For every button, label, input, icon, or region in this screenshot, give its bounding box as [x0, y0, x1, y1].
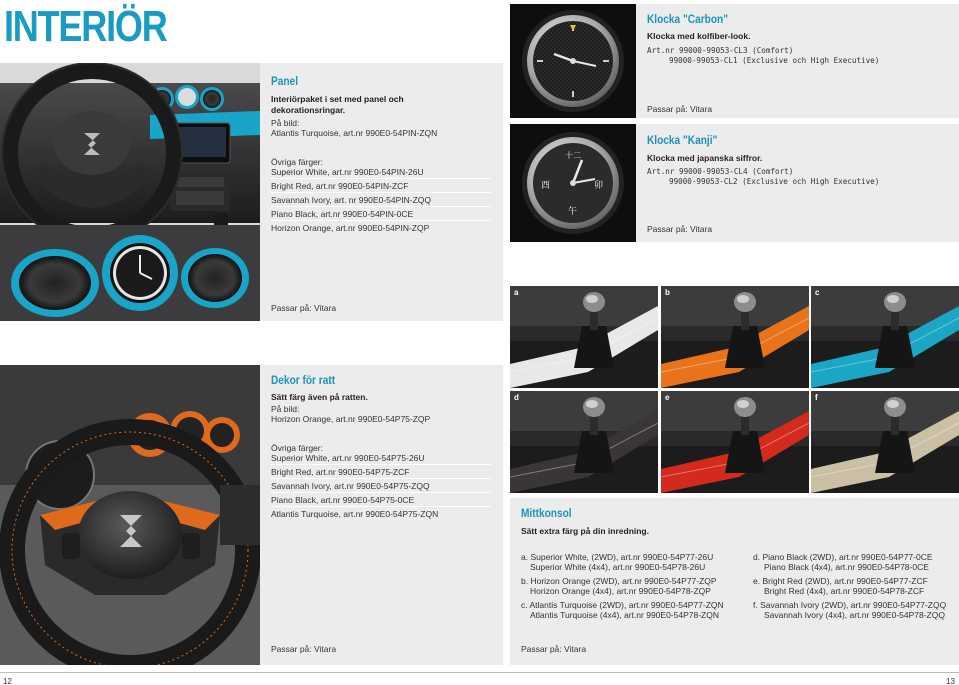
mittkonsol-tile: [510, 391, 658, 493]
divider: [271, 506, 491, 507]
dekor-fits: Passar på: Vitara: [271, 644, 337, 654]
kanji-dial-12: 十二: [565, 151, 581, 160]
clock-carbon-subtitle: Klocka med kolfiber-look.: [647, 31, 751, 41]
panel-photo: [0, 63, 260, 321]
divider: [271, 192, 491, 193]
divider: [271, 178, 491, 179]
mittkonsol-tile: [661, 391, 809, 493]
mittkonsol-item-d: d. Piano Black (2WD), art.nr 990E0-54P77-0CE: [753, 552, 933, 562]
kanji-dial-3: 卯: [594, 181, 604, 191]
dekor-other-item: Superior White, art.nr 990E0-54P75-26U: [271, 453, 425, 463]
clock-kanji-fits: Passar på: Vitara: [647, 224, 713, 234]
panel-shown-label: På bild:: [271, 118, 300, 128]
divider: [271, 220, 491, 221]
mittkonsol-item-f-4x4: Savannah Ivory (4x4), art.nr 990E0-54P78-ZQQ: [764, 610, 945, 620]
clock-kanji-artnr-2: 99000-99053-CL2 (Exclusive och High Executive): [669, 177, 880, 186]
divider: [271, 206, 491, 207]
dekor-other-item: Piano Black, art.nr 990E0-54P75-0CE: [271, 495, 415, 505]
divider: [271, 478, 491, 479]
panel-other-item: Savannah Ivory, art. nr 990E0-54PIN-ZQQ: [271, 195, 431, 205]
dekor-other-label: Övriga färger:: [271, 443, 323, 453]
mittkonsol-item-a: a. Superior White, (2WD), art.nr 990E0-54P77-26U: [521, 552, 714, 562]
divider: [271, 464, 491, 465]
panel-subtitle: Interiörpaket i set med panel och dekorationsringar.: [271, 94, 404, 115]
mittkonsol-item-e: e. Bright Red (2WD), art.nr 990E0-54P77-ZCF: [753, 576, 928, 586]
tile-letter: f: [815, 393, 818, 402]
mittkonsol-tile: [510, 286, 658, 388]
mittkonsol-fits: Passar på: Vitara: [521, 644, 587, 654]
mittkonsol-item-d-4x4: Piano Black (4x4), art.nr 990E0-54P78-0CE: [764, 562, 929, 572]
clock-kanji-photo: [510, 124, 636, 242]
mittkonsol-item-c-4x4: Atlantis Turquoise (4x4), art.nr 990E0-54P78-ZQN: [530, 610, 719, 620]
mittkonsol-heading: Mittkonsol: [521, 508, 572, 520]
kanji-dial-9: 酉: [541, 181, 551, 191]
mittkonsol-item-b: b. Horizon Orange (2WD), art.nr 990E0-54P77-ZQP: [521, 576, 717, 586]
clock-carbon-artnr-2: 99000-99053-CL1 (Exclusive och High Executive): [669, 56, 880, 65]
panel-other-item: Horizon Orange, art.nr 990E0-54PIN-ZQP: [271, 223, 430, 233]
left-page-number: 12: [3, 677, 12, 685]
panel-fits: Passar på: Vitara: [271, 303, 337, 313]
dekor-other-item: Atlantis Turquoise, art.nr 990E0-54P75-ZQN: [271, 509, 439, 519]
panel-other-item: Superior White, art.nr 990E0-54PIN-26U: [271, 167, 424, 177]
clock-kanji-artnr-1: Art.nr 99000-99053-CL4 (Comfort): [647, 167, 794, 176]
dekor-heading: Dekor för ratt: [271, 375, 336, 387]
clock-carbon-fits: Passar på: Vitara: [647, 104, 713, 114]
dekor-other-item: Savannah Ivory, art.nr 990E0-54P75-ZQQ: [271, 481, 430, 491]
tile-letter: a: [514, 288, 519, 297]
clock-carbon-photo: [510, 4, 636, 118]
clock-carbon-heading: Klocka "Carbon": [647, 14, 729, 26]
panel-shown-item: Atlantis Turquoise, art.nr 990E0-54PIN-ZQN: [271, 128, 438, 138]
divider: [271, 492, 491, 493]
mittkonsol-tile: [811, 391, 959, 493]
panel-other-item: Piano Black, art.nr 990E0-54PIN-0CE: [271, 209, 414, 219]
dekor-photo: [0, 365, 260, 665]
mittkonsol-item-a-4x4: Superior White (4x4), art.nr 990E0-54P78-26U: [530, 562, 706, 572]
dekor-other-item: Bright Red, art.nr 990E0-54P75-ZCF: [271, 467, 410, 477]
panel-other-label: Övriga färger:: [271, 157, 323, 167]
kanji-dial-6: 午: [568, 207, 578, 217]
tile-letter: c: [815, 288, 820, 297]
mittkonsol-tile: [661, 286, 809, 388]
dekor-shown-label: På bild:: [271, 404, 300, 414]
clock-carbon-artnr-1: Art.nr 99000-99053-CL3 (Comfort): [647, 46, 794, 55]
clock-kanji-heading: Klocka "Kanji": [647, 135, 718, 147]
mittkonsol-subtitle: Sätt extra färg på din inredning.: [521, 526, 649, 536]
clock-kanji-subtitle: Klocka med japanska siffror.: [647, 153, 763, 163]
mittkonsol-item-b-4x4: Horizon Orange (4x4), art.nr 990E0-54P78-ZQP: [530, 586, 711, 596]
tile-letter: e: [665, 393, 670, 402]
right-page-number: 13: [946, 677, 955, 685]
dekor-shown-item: Horizon Orange, art.nr 990E0-54P75-ZQP: [271, 414, 431, 424]
mittkonsol-item-f: f. Savannah Ivory (2WD), art.nr 990E0-54P77-ZQQ: [753, 600, 947, 610]
mittkonsol-item-c: c. Atlantis Turquoise (2WD), art.nr 990E0-54P77-ZQN: [521, 600, 724, 610]
panel-other-item: Bright Red, art.nr 990E0-54PIN-ZCF: [271, 181, 409, 191]
page-footer-line: [0, 672, 959, 673]
mittkonsol-item-e-4x4: Bright Red (4x4), art.nr 990E0-54P78-ZCF: [764, 586, 925, 596]
mittkonsol-tile: [811, 286, 959, 388]
page-title: INTERIÖR: [4, 2, 167, 51]
dekor-subtitle: Sätt färg även på ratten.: [271, 392, 368, 402]
panel-heading: Panel: [271, 76, 299, 88]
tile-letter: b: [665, 288, 670, 297]
tile-letter: d: [514, 393, 519, 402]
